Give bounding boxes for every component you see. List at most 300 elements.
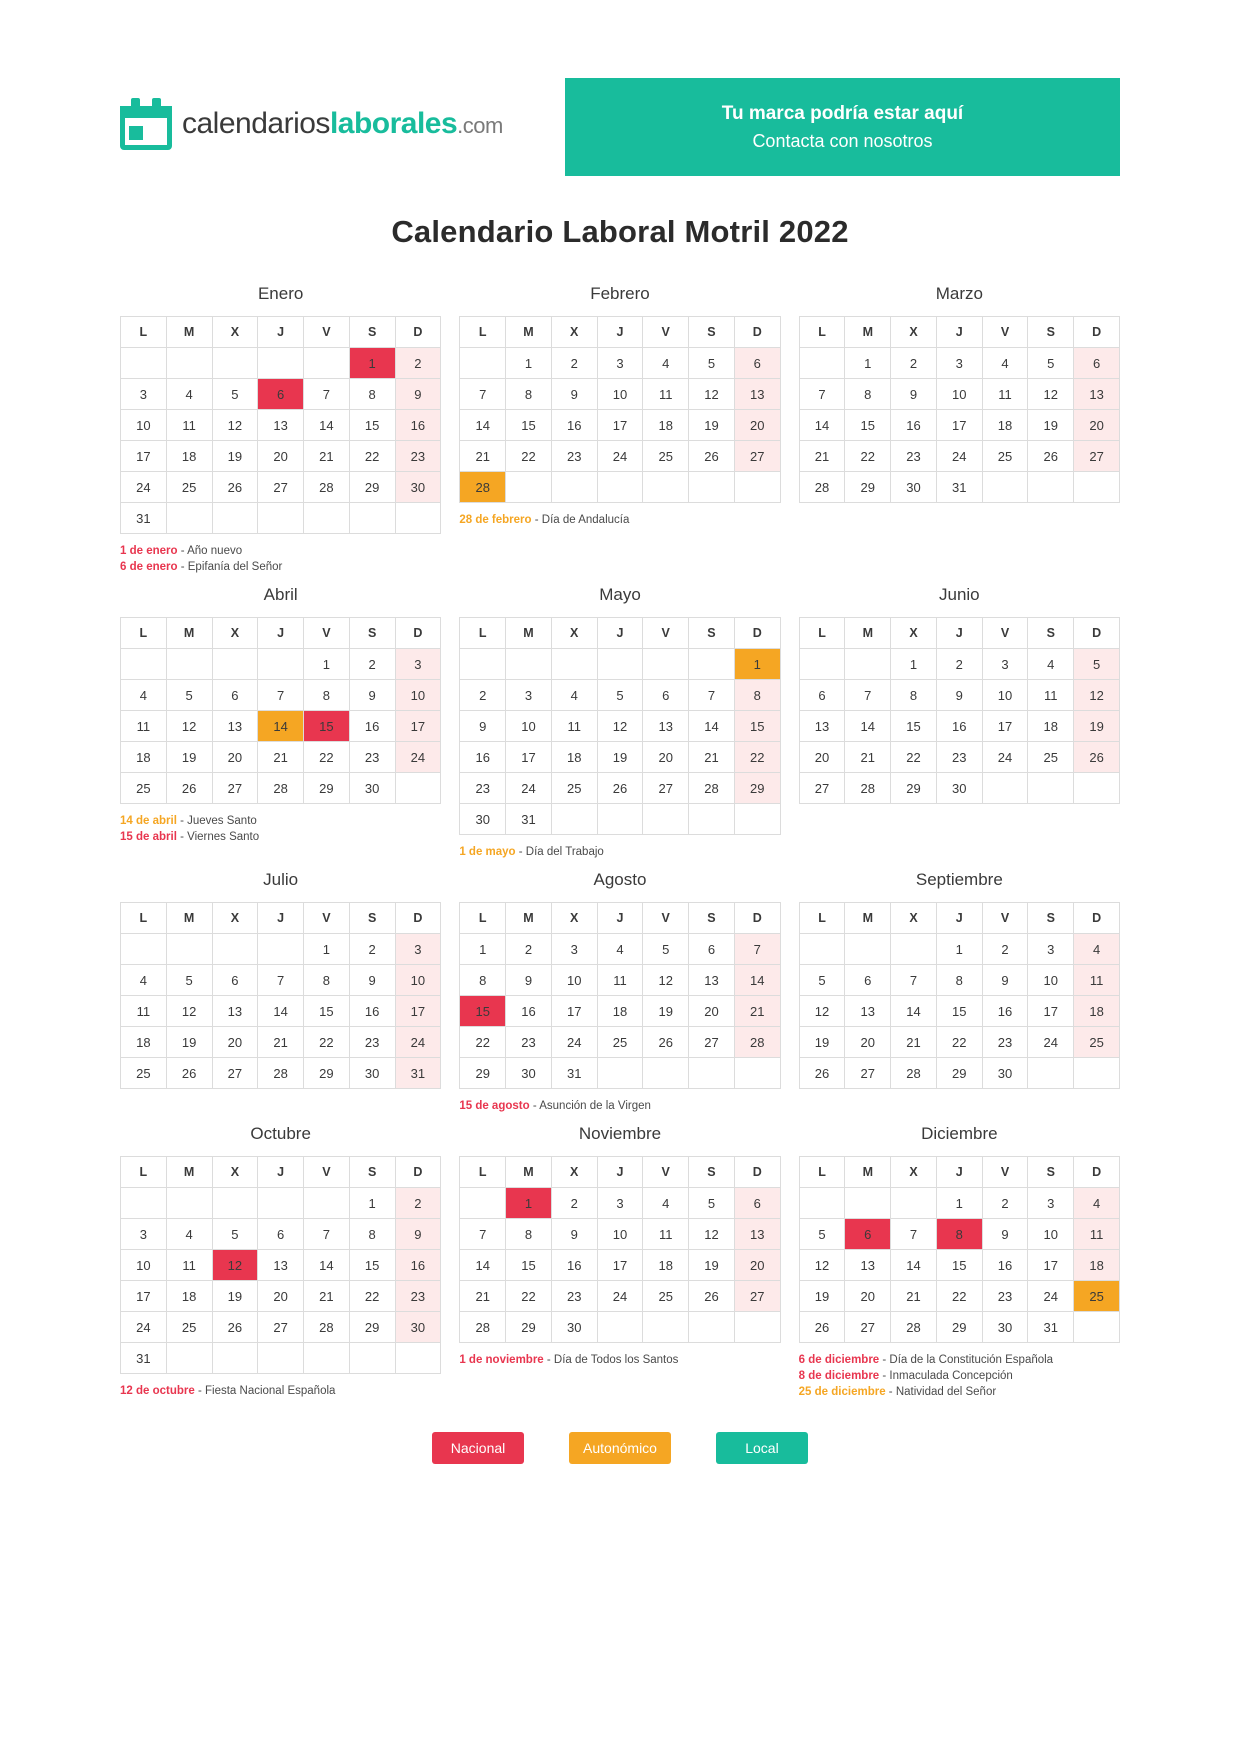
day-cell[interactable]: 26 <box>212 472 258 503</box>
day-cell[interactable]: 16 <box>349 996 395 1027</box>
day-cell[interactable]: 3 <box>597 348 643 379</box>
day-cell[interactable]: 4 <box>121 965 167 996</box>
day-cell[interactable]: 25 <box>166 1312 212 1343</box>
day-cell[interactable]: 14 <box>258 996 304 1027</box>
day-cell[interactable]: 11 <box>1074 1219 1120 1250</box>
day-cell[interactable]: 1 <box>845 348 891 379</box>
day-cell[interactable]: 14 <box>734 965 780 996</box>
day-cell[interactable]: 6 <box>212 965 258 996</box>
day-cell[interactable]: 25 <box>166 472 212 503</box>
day-cell[interactable]: 10 <box>551 965 597 996</box>
day-cell[interactable]: 15 <box>304 996 350 1027</box>
day-cell[interactable]: 24 <box>506 773 552 804</box>
day-cell[interactable]: 22 <box>304 742 350 773</box>
day-cell[interactable]: 11 <box>1074 965 1120 996</box>
day-cell[interactable]: 9 <box>982 965 1028 996</box>
day-cell[interactable]: 29 <box>304 773 350 804</box>
day-cell[interactable]: 17 <box>395 711 441 742</box>
day-cell[interactable]: 12 <box>166 996 212 1027</box>
holiday-cell[interactable]: 12 <box>212 1250 258 1281</box>
day-cell[interactable]: 22 <box>349 441 395 472</box>
day-cell[interactable]: 20 <box>1074 410 1120 441</box>
day-cell[interactable]: 19 <box>799 1027 845 1058</box>
day-cell[interactable]: 10 <box>395 680 441 711</box>
day-cell[interactable]: 1 <box>460 934 506 965</box>
day-cell[interactable]: 8 <box>304 680 350 711</box>
day-cell[interactable]: 28 <box>258 773 304 804</box>
day-cell[interactable]: 20 <box>212 1027 258 1058</box>
day-cell[interactable]: 13 <box>799 711 845 742</box>
day-cell[interactable]: 14 <box>891 996 937 1027</box>
day-cell[interactable]: 11 <box>597 965 643 996</box>
day-cell[interactable]: 21 <box>734 996 780 1027</box>
day-cell[interactable]: 19 <box>689 1250 735 1281</box>
day-cell[interactable]: 10 <box>121 410 167 441</box>
day-cell[interactable]: 22 <box>349 1281 395 1312</box>
day-cell[interactable]: 19 <box>689 410 735 441</box>
holiday-cell[interactable]: 15 <box>304 711 350 742</box>
day-cell[interactable]: 17 <box>506 742 552 773</box>
day-cell[interactable]: 20 <box>258 1281 304 1312</box>
day-cell[interactable]: 24 <box>597 441 643 472</box>
day-cell[interactable]: 25 <box>1074 1027 1120 1058</box>
day-cell[interactable]: 10 <box>936 379 982 410</box>
day-cell[interactable]: 5 <box>643 934 689 965</box>
day-cell[interactable]: 21 <box>891 1281 937 1312</box>
day-cell[interactable]: 24 <box>1028 1281 1074 1312</box>
day-cell[interactable]: 15 <box>349 410 395 441</box>
day-cell[interactable]: 21 <box>845 742 891 773</box>
day-cell[interactable]: 23 <box>551 441 597 472</box>
day-cell[interactable]: 17 <box>1028 996 1074 1027</box>
day-cell[interactable]: 30 <box>349 1058 395 1089</box>
day-cell[interactable]: 4 <box>551 680 597 711</box>
day-cell[interactable]: 2 <box>551 1188 597 1219</box>
day-cell[interactable]: 15 <box>936 1250 982 1281</box>
day-cell[interactable]: 27 <box>734 441 780 472</box>
day-cell[interactable]: 4 <box>597 934 643 965</box>
day-cell[interactable]: 8 <box>891 680 937 711</box>
day-cell[interactable]: 7 <box>891 965 937 996</box>
day-cell[interactable]: 1 <box>936 1188 982 1219</box>
day-cell[interactable]: 17 <box>936 410 982 441</box>
day-cell[interactable]: 17 <box>121 1281 167 1312</box>
day-cell[interactable]: 17 <box>121 441 167 472</box>
day-cell[interactable]: 10 <box>982 680 1028 711</box>
holiday-cell[interactable]: 1 <box>349 348 395 379</box>
day-cell[interactable]: 17 <box>982 711 1028 742</box>
day-cell[interactable]: 3 <box>395 934 441 965</box>
day-cell[interactable]: 26 <box>643 1027 689 1058</box>
day-cell[interactable]: 13 <box>212 996 258 1027</box>
day-cell[interactable]: 30 <box>982 1058 1028 1089</box>
day-cell[interactable]: 2 <box>460 680 506 711</box>
day-cell[interactable]: 12 <box>799 996 845 1027</box>
day-cell[interactable]: 9 <box>395 1219 441 1250</box>
day-cell[interactable]: 8 <box>460 965 506 996</box>
day-cell[interactable]: 3 <box>936 348 982 379</box>
day-cell[interactable]: 30 <box>460 804 506 835</box>
day-cell[interactable]: 6 <box>734 1188 780 1219</box>
day-cell[interactable]: 15 <box>506 1250 552 1281</box>
day-cell[interactable]: 21 <box>304 1281 350 1312</box>
day-cell[interactable]: 24 <box>395 742 441 773</box>
day-cell[interactable]: 5 <box>212 1219 258 1250</box>
day-cell[interactable]: 27 <box>734 1281 780 1312</box>
day-cell[interactable]: 23 <box>982 1281 1028 1312</box>
day-cell[interactable]: 27 <box>212 773 258 804</box>
day-cell[interactable]: 5 <box>212 379 258 410</box>
day-cell[interactable]: 21 <box>258 1027 304 1058</box>
day-cell[interactable]: 28 <box>304 1312 350 1343</box>
day-cell[interactable]: 26 <box>166 773 212 804</box>
day-cell[interactable]: 13 <box>689 965 735 996</box>
day-cell[interactable]: 14 <box>845 711 891 742</box>
day-cell[interactable]: 13 <box>1074 379 1120 410</box>
day-cell[interactable]: 29 <box>349 1312 395 1343</box>
day-cell[interactable]: 15 <box>734 711 780 742</box>
day-cell[interactable]: 9 <box>395 379 441 410</box>
day-cell[interactable]: 14 <box>891 1250 937 1281</box>
day-cell[interactable]: 28 <box>258 1058 304 1089</box>
day-cell[interactable]: 21 <box>460 1281 506 1312</box>
day-cell[interactable]: 15 <box>506 410 552 441</box>
day-cell[interactable]: 28 <box>891 1312 937 1343</box>
day-cell[interactable]: 21 <box>258 742 304 773</box>
day-cell[interactable]: 14 <box>304 1250 350 1281</box>
day-cell[interactable]: 22 <box>304 1027 350 1058</box>
day-cell[interactable]: 9 <box>982 1219 1028 1250</box>
day-cell[interactable]: 12 <box>643 965 689 996</box>
day-cell[interactable]: 5 <box>689 348 735 379</box>
day-cell[interactable]: 29 <box>460 1058 506 1089</box>
day-cell[interactable]: 2 <box>936 649 982 680</box>
day-cell[interactable]: 2 <box>506 934 552 965</box>
day-cell[interactable]: 27 <box>258 472 304 503</box>
day-cell[interactable]: 18 <box>166 1281 212 1312</box>
day-cell[interactable]: 19 <box>799 1281 845 1312</box>
day-cell[interactable]: 2 <box>982 1188 1028 1219</box>
day-cell[interactable]: 10 <box>597 379 643 410</box>
day-cell[interactable]: 3 <box>1028 1188 1074 1219</box>
day-cell[interactable]: 6 <box>799 680 845 711</box>
day-cell[interactable]: 24 <box>121 472 167 503</box>
day-cell[interactable]: 12 <box>212 410 258 441</box>
day-cell[interactable]: 14 <box>689 711 735 742</box>
day-cell[interactable]: 7 <box>304 1219 350 1250</box>
day-cell[interactable]: 25 <box>982 441 1028 472</box>
day-cell[interactable]: 18 <box>1074 1250 1120 1281</box>
day-cell[interactable]: 12 <box>689 379 735 410</box>
day-cell[interactable]: 20 <box>734 1250 780 1281</box>
day-cell[interactable]: 1 <box>891 649 937 680</box>
day-cell[interactable]: 9 <box>936 680 982 711</box>
day-cell[interactable]: 8 <box>304 965 350 996</box>
day-cell[interactable]: 4 <box>643 1188 689 1219</box>
day-cell[interactable]: 7 <box>845 680 891 711</box>
day-cell[interactable]: 18 <box>1074 996 1120 1027</box>
day-cell[interactable]: 31 <box>121 1343 167 1374</box>
day-cell[interactable]: 29 <box>506 1312 552 1343</box>
day-cell[interactable]: 7 <box>258 680 304 711</box>
day-cell[interactable]: 23 <box>395 1281 441 1312</box>
day-cell[interactable]: 1 <box>304 934 350 965</box>
day-cell[interactable]: 8 <box>506 1219 552 1250</box>
site-logo[interactable] <box>120 98 503 150</box>
day-cell[interactable]: 25 <box>551 773 597 804</box>
day-cell[interactable]: 2 <box>349 649 395 680</box>
day-cell[interactable]: 5 <box>166 965 212 996</box>
day-cell[interactable]: 17 <box>551 996 597 1027</box>
day-cell[interactable]: 4 <box>643 348 689 379</box>
day-cell[interactable]: 19 <box>1028 410 1074 441</box>
day-cell[interactable]: 18 <box>121 1027 167 1058</box>
day-cell[interactable]: 2 <box>395 1188 441 1219</box>
day-cell[interactable]: 1 <box>349 1188 395 1219</box>
day-cell[interactable]: 20 <box>845 1027 891 1058</box>
day-cell[interactable]: 31 <box>1028 1312 1074 1343</box>
day-cell[interactable]: 19 <box>166 742 212 773</box>
day-cell[interactable]: 16 <box>936 711 982 742</box>
day-cell[interactable]: 25 <box>121 1058 167 1089</box>
day-cell[interactable]: 9 <box>506 965 552 996</box>
day-cell[interactable]: 7 <box>734 934 780 965</box>
holiday-cell[interactable]: 1 <box>734 649 780 680</box>
day-cell[interactable]: 3 <box>982 649 1028 680</box>
day-cell[interactable]: 15 <box>845 410 891 441</box>
day-cell[interactable]: 5 <box>597 680 643 711</box>
day-cell[interactable]: 30 <box>551 1312 597 1343</box>
day-cell[interactable]: 16 <box>551 1250 597 1281</box>
day-cell[interactable]: 23 <box>551 1281 597 1312</box>
day-cell[interactable]: 16 <box>982 1250 1028 1281</box>
day-cell[interactable]: 13 <box>258 410 304 441</box>
day-cell[interactable]: 9 <box>551 1219 597 1250</box>
day-cell[interactable]: 23 <box>395 441 441 472</box>
day-cell[interactable]: 3 <box>551 934 597 965</box>
day-cell[interactable]: 8 <box>845 379 891 410</box>
day-cell[interactable]: 13 <box>258 1250 304 1281</box>
day-cell[interactable]: 13 <box>845 996 891 1027</box>
day-cell[interactable]: 19 <box>597 742 643 773</box>
day-cell[interactable]: 4 <box>166 1219 212 1250</box>
day-cell[interactable]: 4 <box>1074 934 1120 965</box>
holiday-cell[interactable]: 6 <box>258 379 304 410</box>
day-cell[interactable]: 19 <box>166 1027 212 1058</box>
day-cell[interactable]: 22 <box>734 742 780 773</box>
day-cell[interactable]: 2 <box>982 934 1028 965</box>
day-cell[interactable]: 29 <box>936 1312 982 1343</box>
day-cell[interactable]: 6 <box>643 680 689 711</box>
day-cell[interactable]: 13 <box>212 711 258 742</box>
day-cell[interactable]: 1 <box>304 649 350 680</box>
day-cell[interactable]: 22 <box>936 1027 982 1058</box>
day-cell[interactable]: 25 <box>643 1281 689 1312</box>
day-cell[interactable]: 8 <box>936 965 982 996</box>
day-cell[interactable]: 20 <box>212 742 258 773</box>
day-cell[interactable]: 10 <box>1028 1219 1074 1250</box>
day-cell[interactable]: 30 <box>395 1312 441 1343</box>
day-cell[interactable]: 9 <box>551 379 597 410</box>
day-cell[interactable]: 11 <box>643 1219 689 1250</box>
day-cell[interactable]: 8 <box>349 1219 395 1250</box>
day-cell[interactable]: 7 <box>689 680 735 711</box>
day-cell[interactable]: 24 <box>1028 1027 1074 1058</box>
day-cell[interactable]: 27 <box>799 773 845 804</box>
day-cell[interactable]: 17 <box>1028 1250 1074 1281</box>
day-cell[interactable]: 26 <box>166 1058 212 1089</box>
day-cell[interactable]: 20 <box>643 742 689 773</box>
day-cell[interactable]: 22 <box>936 1281 982 1312</box>
day-cell[interactable]: 2 <box>891 348 937 379</box>
day-cell[interactable]: 6 <box>212 680 258 711</box>
day-cell[interactable]: 10 <box>597 1219 643 1250</box>
day-cell[interactable]: 23 <box>349 742 395 773</box>
day-cell[interactable]: 3 <box>121 379 167 410</box>
day-cell[interactable]: 27 <box>845 1312 891 1343</box>
day-cell[interactable]: 21 <box>689 742 735 773</box>
day-cell[interactable]: 24 <box>597 1281 643 1312</box>
day-cell[interactable]: 7 <box>460 1219 506 1250</box>
day-cell[interactable]: 25 <box>597 1027 643 1058</box>
day-cell[interactable]: 8 <box>349 379 395 410</box>
day-cell[interactable]: 4 <box>121 680 167 711</box>
day-cell[interactable]: 16 <box>395 1250 441 1281</box>
day-cell[interactable]: 10 <box>121 1250 167 1281</box>
day-cell[interactable]: 28 <box>304 472 350 503</box>
day-cell[interactable]: 25 <box>121 773 167 804</box>
day-cell[interactable]: 29 <box>845 472 891 503</box>
day-cell[interactable]: 26 <box>212 1312 258 1343</box>
day-cell[interactable]: 24 <box>551 1027 597 1058</box>
day-cell[interactable]: 11 <box>1028 680 1074 711</box>
day-cell[interactable]: 5 <box>1074 649 1120 680</box>
day-cell[interactable]: 14 <box>460 1250 506 1281</box>
day-cell[interactable]: 9 <box>891 379 937 410</box>
day-cell[interactable]: 27 <box>643 773 689 804</box>
day-cell[interactable]: 17 <box>597 1250 643 1281</box>
day-cell[interactable]: 12 <box>597 711 643 742</box>
day-cell[interactable]: 29 <box>891 773 937 804</box>
day-cell[interactable]: 22 <box>891 742 937 773</box>
day-cell[interactable]: 13 <box>734 379 780 410</box>
day-cell[interactable]: 3 <box>1028 934 1074 965</box>
day-cell[interactable]: 12 <box>1074 680 1120 711</box>
day-cell[interactable]: 22 <box>460 1027 506 1058</box>
day-cell[interactable]: 28 <box>845 773 891 804</box>
day-cell[interactable]: 28 <box>460 1312 506 1343</box>
day-cell[interactable]: 31 <box>506 804 552 835</box>
day-cell[interactable]: 31 <box>551 1058 597 1089</box>
day-cell[interactable]: 1 <box>936 934 982 965</box>
legend-chip-local[interactable]: Local <box>716 1432 808 1464</box>
day-cell[interactable]: 2 <box>395 348 441 379</box>
day-cell[interactable]: 11 <box>121 711 167 742</box>
day-cell[interactable]: 28 <box>891 1058 937 1089</box>
day-cell[interactable]: 22 <box>845 441 891 472</box>
day-cell[interactable]: 8 <box>506 379 552 410</box>
day-cell[interactable]: 16 <box>395 410 441 441</box>
day-cell[interactable]: 17 <box>395 996 441 1027</box>
day-cell[interactable]: 31 <box>936 472 982 503</box>
day-cell[interactable]: 28 <box>799 472 845 503</box>
day-cell[interactable]: 16 <box>349 711 395 742</box>
day-cell[interactable]: 18 <box>982 410 1028 441</box>
day-cell[interactable]: 17 <box>597 410 643 441</box>
day-cell[interactable]: 29 <box>349 472 395 503</box>
day-cell[interactable]: 12 <box>166 711 212 742</box>
day-cell[interactable]: 7 <box>460 379 506 410</box>
day-cell[interactable]: 6 <box>689 934 735 965</box>
day-cell[interactable]: 20 <box>258 441 304 472</box>
day-cell[interactable]: 4 <box>166 379 212 410</box>
holiday-cell[interactable]: 6 <box>845 1219 891 1250</box>
day-cell[interactable]: 13 <box>734 1219 780 1250</box>
holiday-cell[interactable]: 8 <box>936 1219 982 1250</box>
day-cell[interactable]: 19 <box>212 441 258 472</box>
day-cell[interactable]: 5 <box>689 1188 735 1219</box>
day-cell[interactable]: 11 <box>121 996 167 1027</box>
day-cell[interactable]: 29 <box>936 1058 982 1089</box>
day-cell[interactable]: 10 <box>1028 965 1074 996</box>
day-cell[interactable]: 1 <box>506 348 552 379</box>
day-cell[interactable]: 25 <box>643 441 689 472</box>
day-cell[interactable]: 26 <box>1074 742 1120 773</box>
day-cell[interactable]: 6 <box>734 348 780 379</box>
day-cell[interactable]: 26 <box>689 441 735 472</box>
day-cell[interactable]: 12 <box>689 1219 735 1250</box>
day-cell[interactable]: 6 <box>258 1219 304 1250</box>
day-cell[interactable]: 7 <box>258 965 304 996</box>
day-cell[interactable]: 10 <box>395 965 441 996</box>
day-cell[interactable]: 28 <box>734 1027 780 1058</box>
day-cell[interactable]: 26 <box>799 1058 845 1089</box>
day-cell[interactable]: 9 <box>460 711 506 742</box>
day-cell[interactable]: 14 <box>799 410 845 441</box>
day-cell[interactable]: 15 <box>349 1250 395 1281</box>
ad-banner[interactable] <box>565 78 1120 176</box>
day-cell[interactable]: 4 <box>1074 1188 1120 1219</box>
day-cell[interactable]: 3 <box>395 649 441 680</box>
day-cell[interactable]: 11 <box>166 410 212 441</box>
day-cell[interactable]: 31 <box>121 503 167 534</box>
day-cell[interactable]: 10 <box>506 711 552 742</box>
day-cell[interactable]: 5 <box>166 680 212 711</box>
holiday-cell[interactable]: 14 <box>258 711 304 742</box>
day-cell[interactable]: 24 <box>395 1027 441 1058</box>
day-cell[interactable]: 21 <box>799 441 845 472</box>
holiday-cell[interactable]: 15 <box>460 996 506 1027</box>
day-cell[interactable]: 16 <box>982 996 1028 1027</box>
day-cell[interactable]: 2 <box>551 348 597 379</box>
day-cell[interactable]: 18 <box>121 742 167 773</box>
day-cell[interactable]: 7 <box>891 1219 937 1250</box>
day-cell[interactable]: 21 <box>304 441 350 472</box>
day-cell[interactable]: 16 <box>506 996 552 1027</box>
day-cell[interactable]: 11 <box>982 379 1028 410</box>
day-cell[interactable]: 20 <box>799 742 845 773</box>
day-cell[interactable]: 16 <box>891 410 937 441</box>
day-cell[interactable]: 11 <box>643 379 689 410</box>
holiday-cell[interactable]: 1 <box>506 1188 552 1219</box>
day-cell[interactable]: 7 <box>799 379 845 410</box>
day-cell[interactable]: 30 <box>349 773 395 804</box>
day-cell[interactable]: 29 <box>734 773 780 804</box>
day-cell[interactable]: 7 <box>304 379 350 410</box>
day-cell[interactable]: 26 <box>1028 441 1074 472</box>
day-cell[interactable]: 25 <box>1028 742 1074 773</box>
day-cell[interactable]: 4 <box>982 348 1028 379</box>
